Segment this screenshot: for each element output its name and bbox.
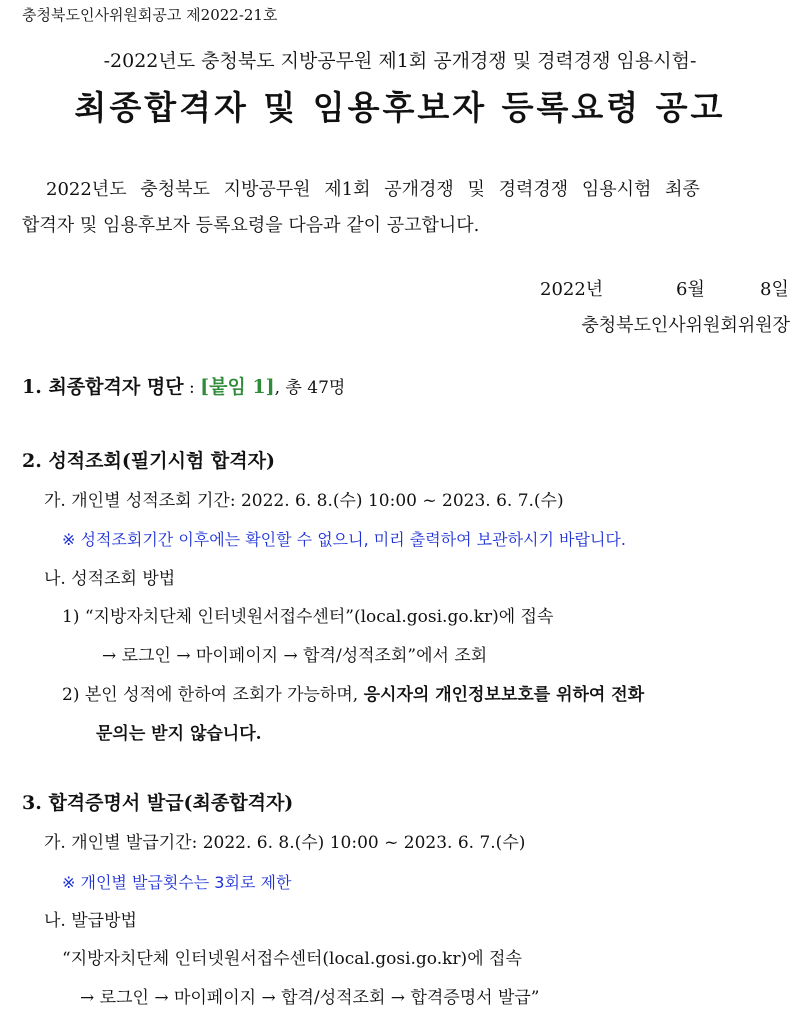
date-day: 8일 bbox=[760, 279, 789, 300]
intro-line-1: 2022년도 충청북도 지방공무원 제1회 공개경쟁 및 경력경쟁 임용시험 최종 bbox=[46, 179, 700, 200]
certificate-issue-period: 가. 개인별 발급기간: 2022. 6. 8.(수) 10:00 ~ 2023. 6. 7.(수) bbox=[44, 833, 526, 853]
attachment-reference: [붙임 1] bbox=[200, 376, 275, 398]
score-inquiry-note: ※ 성적조회기간 이후에는 확인할 수 없으니, 미리 출력하여 보관하시기 바랍니다. bbox=[62, 530, 626, 549]
privacy-notice-cont: 문의는 받지 않습니다. bbox=[96, 724, 262, 744]
score-inquiry-method-heading: 나. 성적조회 방법 bbox=[44, 569, 176, 589]
document-title: 최종합격자 및 임용후보자 등록요령 공고 bbox=[74, 88, 726, 127]
issuing-agency: 충청북도인사위원회위원장 bbox=[581, 315, 790, 336]
section-3-heading: 3. 합격증명서 발급(최종합격자) bbox=[22, 792, 294, 814]
privacy-notice: 응시자의 개인정보보호를 위하여 전화 bbox=[363, 685, 645, 705]
date-year: 2022년 bbox=[540, 279, 604, 300]
score-inquiry-step-2-text: 2) 본인 성적에 한하여 조회가 가능하며, bbox=[62, 685, 364, 705]
certificate-method-heading: 나. 발급방법 bbox=[44, 911, 137, 931]
certificate-method-path: → 로그인 → 마이페이지 → 합격/성적조회 → 합격증명서 발급” bbox=[80, 988, 540, 1008]
score-inquiry-step-1-path: → 로그인 → 마이페이지 → 합격/성적조회”에서 조회 bbox=[102, 646, 488, 666]
intro-line-2: 합격자 및 임용후보자 등록요령을 다음과 같이 공고합니다. bbox=[22, 215, 480, 236]
section-1-separator: : bbox=[183, 378, 201, 398]
document-number: 충청북도인사위원회공고 제2022-21호 bbox=[22, 6, 278, 24]
section-2-heading: 2. 성적조회(필기시험 합격자) bbox=[22, 450, 275, 472]
section-1-title: 1. 최종합격자 명단 bbox=[22, 376, 184, 398]
score-inquiry-step-1: 1) “지방자치단체 인터넷원서접수센터”(local.gosi.go.kr)에 접속 bbox=[62, 607, 554, 627]
document-subtitle: -2022년도 충청북도 지방공무원 제1회 공개경쟁 및 경력경쟁 임용시험- bbox=[103, 50, 697, 72]
passer-count: , 총 47명 bbox=[274, 378, 346, 398]
section-1-heading bbox=[22, 372, 345, 399]
score-inquiry-period: 가. 개인별 성적조회 기간: 2022. 6. 8.(수) 10:00 ~ 2023. 6. 7.(수) bbox=[44, 491, 564, 511]
date-month: 6월 bbox=[676, 279, 705, 300]
certificate-method-step: “지방자치단체 인터넷원서접수센터(local.gosi.go.kr)에 접속 bbox=[62, 949, 522, 969]
score-inquiry-step-2 bbox=[62, 680, 644, 705]
certificate-issue-note: ※ 개인별 발급횟수는 3회로 제한 bbox=[62, 873, 292, 892]
